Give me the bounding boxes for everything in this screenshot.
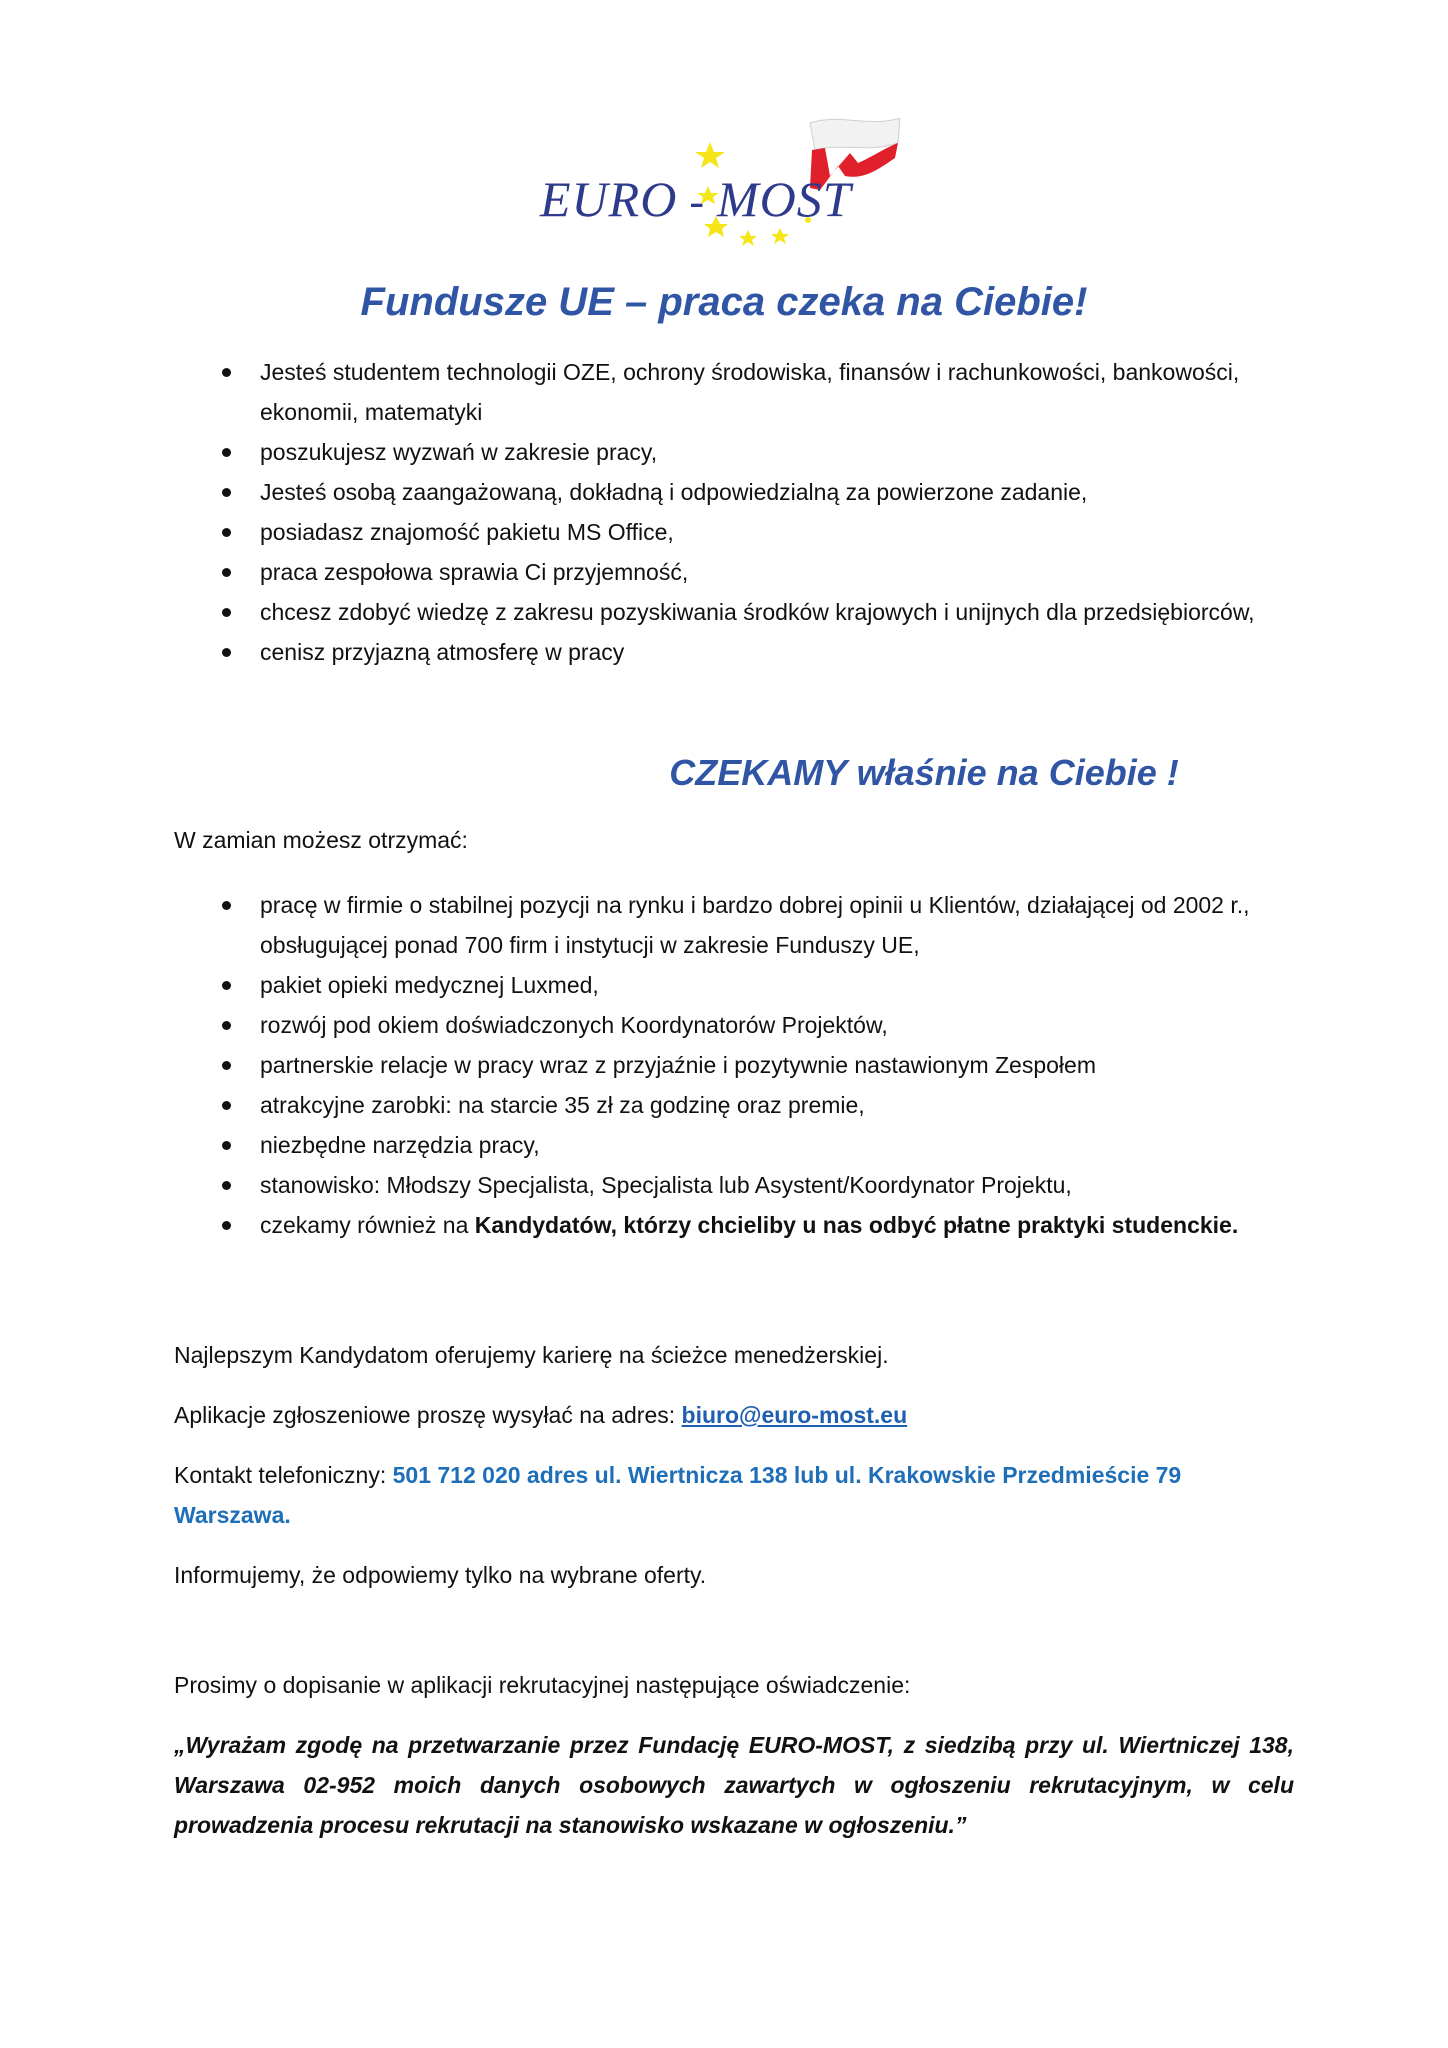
email-link[interactable]: biuro@euro-most.eu [681, 1402, 908, 1428]
consent-statement: „Wyrażam zgodę na przetwarzanie przez Fundację EURO-MOST, z siedzibą przy ul. Wiertniczej 138, Warszawa 02-952 moich danych osobowych zawartych w ogłoszeniu rekrutacyjnym, w celu prowadzenia procesu rekrutacji na stanowisko wskazane w ogłoszeniu.” [174, 1732, 1294, 1838]
list-item-text: czekamy również na [260, 1212, 475, 1238]
contact-line [174, 1455, 1294, 1535]
list-item-text: Jesteś studentem technologii OZE, ochrony środowiska, finansów i rachunkowości, bankowości, ekonomii, matematyki [260, 359, 1240, 425]
bullet-icon [222, 488, 231, 497]
list-item-text: pracę w firmie o stabilnej pozycji na rynku i bardzo dobrej opinii u Klientów, działającej od 2002 r., obsługującej ponad 700 firm i instytucji w zakresie Funduszy UE, [260, 892, 1250, 958]
list-item [218, 885, 1288, 965]
list-item [218, 965, 1288, 1005]
bullet-icon [222, 368, 231, 377]
list-item [218, 512, 1288, 552]
offer-intro: W zamian możesz otrzymać: [174, 827, 468, 853]
requirements-list [218, 352, 1288, 672]
logo-text-most: MOST [716, 171, 852, 227]
list-item [218, 552, 1288, 592]
bullet-icon [222, 528, 231, 537]
bullet-icon [222, 1061, 231, 1070]
bullet-icon [222, 1021, 231, 1030]
bullet-icon [222, 648, 231, 657]
logo-text-euro: EURO [540, 171, 678, 227]
bullet-icon [222, 1101, 231, 1110]
list-item-text: stanowisko: Młodszy Specjalista, Specjalista lub Asystent/Koordynator Projektu, [260, 1172, 1072, 1198]
bullet-icon [222, 1221, 231, 1230]
list-item-text: Jesteś osobą zaangażowaną, dokładną i odpowiedzialną za powierzone zadanie, [260, 479, 1088, 505]
list-item-text: atrakcyjne zarobki: na starcie 35 zł za godzinę oraz premie, [260, 1092, 865, 1118]
list-item [218, 592, 1288, 632]
apply-label: Aplikacje zgłoszeniowe proszę wysyłać na adres: [174, 1402, 682, 1428]
list-item [218, 632, 1288, 672]
list-item-text: poszukujesz wyzwań w zakresie pracy, [260, 439, 658, 465]
internship-highlight: Kandydatów, którzy chcieliby u nas odbyć płatne praktyki studenckie. [474, 1212, 1239, 1238]
logo-separator: - [677, 177, 717, 226]
bullet-icon [222, 901, 231, 910]
list-item [218, 1205, 1288, 1245]
contact-details: 501 712 020 adres ul. Wiertnicza 138 lub ul. Krakowskie Przedmieście 79 Warszawa. [174, 1462, 1182, 1528]
logo-wordmark [540, 170, 852, 228]
list-item-text: praca zespołowa sprawia Ci przyjemność, [260, 559, 689, 585]
list-item-text: chcesz zdobyć wiedzę z zakresu pozyskiwania środków krajowych i unijnych dla przedsiębiorców, [260, 599, 1255, 625]
bullet-icon [222, 608, 231, 617]
bullet-icon [222, 448, 231, 457]
list-item-text: niezbędne narzędzia pracy, [260, 1132, 540, 1158]
bullet-icon [222, 1141, 231, 1150]
list-item-text: pakiet opieki medycznej Luxmed, [260, 972, 599, 998]
ask-text: Prosimy o dopisanie w aplikacji rekrutacyjnej następujące oświadczenie: [174, 1672, 911, 1698]
list-item-text: rozwój pod okiem doświadczonych Koordynatorów Projektów, [260, 1012, 888, 1038]
contact-label: Kontakt telefoniczny: [174, 1462, 393, 1488]
list-item-text: posiadasz znajomość pakietu MS Office, [260, 519, 674, 545]
career-text: Najlepszym Kandydatom oferujemy karierę na ścieżce menedżerskiej. [174, 1342, 889, 1368]
bullet-icon [222, 1181, 231, 1190]
list-item [218, 1085, 1288, 1125]
subtitle: CZEKAMY właśnie na Ciebie ! [669, 752, 1179, 793]
list-item [218, 1045, 1288, 1085]
list-item [218, 432, 1288, 472]
list-item [218, 1165, 1288, 1205]
inform-text: Informujemy, że odpowiemy tylko na wybrane oferty. [174, 1562, 707, 1588]
bullet-icon [222, 981, 231, 990]
list-item [218, 1005, 1288, 1045]
list-item-text: cenisz przyjazną atmosferę w pracy [260, 639, 625, 665]
bullet-icon [222, 568, 231, 577]
apply-line [174, 1395, 1294, 1435]
list-item [218, 1125, 1288, 1165]
list-item [218, 472, 1288, 512]
offers-list [218, 885, 1288, 1245]
euro-most-logo [540, 118, 920, 248]
flag-white-icon [810, 118, 900, 150]
page-title: Fundusze UE – praca czeka na Ciebie! [360, 280, 1088, 324]
list-item [218, 352, 1288, 432]
list-item-text: partnerskie relacje w pracy wraz z przyjaźnie i pozytywnie nastawionym Zespołem [260, 1052, 1096, 1078]
